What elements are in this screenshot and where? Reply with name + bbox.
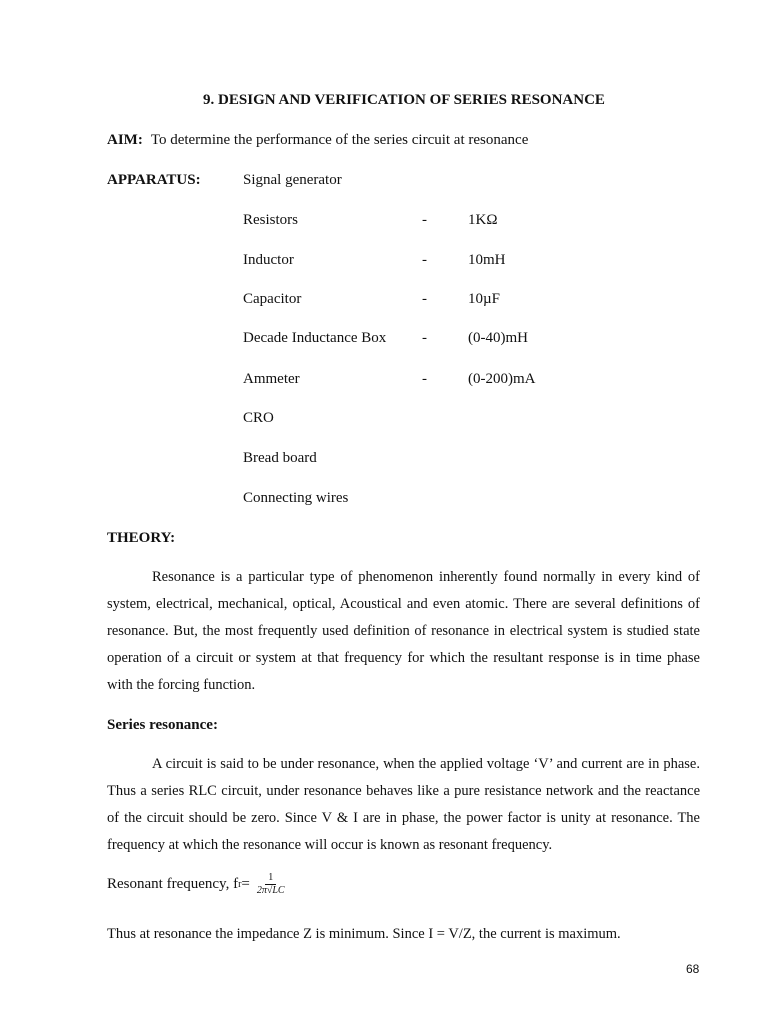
formula-label: Resonant frequency, f bbox=[107, 876, 239, 892]
series-resonance-text: A circuit is said to be under resonance, when the applied voltage ‘V’ and current are in phase. Thus a series RLC circuit, under resonance behaves like a pure resistance network and the reactance of the circuit should be zero. Since V & I are in phase, the power factor is unity at resonance. The frequency at which the resonance will occur is known as resonant frequency. bbox=[107, 756, 700, 853]
apparatus-dash: - bbox=[422, 330, 427, 346]
apparatus-item: Ammeter bbox=[243, 371, 300, 387]
theory-text: Resonance is a particular type of phenomenon inherently found normally in every kind of system, electrical, mechanical, optical, Acoustical and even atomic. There are several definitions of resonance. But, the most frequently used definition of resonance in electrical system is studied state operation of a circuit or system at that frequency for which the resultant response is in time phase with the forcing function. bbox=[107, 569, 700, 693]
apparatus-dash: - bbox=[422, 371, 427, 387]
apparatus-item: Signal generator bbox=[243, 172, 342, 188]
apparatus-value: 1KΩ bbox=[468, 212, 498, 228]
formula-denominator: 2π√LC bbox=[256, 885, 285, 896]
formula-subscript: r bbox=[238, 879, 242, 890]
apparatus-dash: - bbox=[422, 291, 427, 307]
formula-numerator: 1 bbox=[265, 872, 276, 885]
apparatus-item: Capacitor bbox=[243, 291, 302, 307]
aim-label: AIM: bbox=[107, 132, 143, 148]
apparatus-value: (0-200)mA bbox=[468, 371, 536, 387]
apparatus-item: Bread board bbox=[243, 450, 317, 466]
theory-paragraph bbox=[107, 564, 700, 699]
apparatus-item: CRO bbox=[243, 410, 274, 426]
page-title: 9. DESIGN AND VERIFICATION OF SERIES RESONANCE bbox=[203, 92, 605, 108]
theory-label: THEORY: bbox=[107, 530, 176, 546]
apparatus-label: APPARATUS: bbox=[107, 172, 201, 188]
apparatus-dash: - bbox=[422, 252, 427, 268]
formula-fraction bbox=[254, 872, 288, 897]
apparatus-item: Connecting wires bbox=[243, 490, 349, 506]
apparatus-value: (0-40)mH bbox=[468, 330, 528, 346]
page-number: 68 bbox=[686, 962, 700, 976]
apparatus-dash: - bbox=[422, 212, 427, 228]
series-resonance-paragraph bbox=[107, 751, 700, 859]
aim-text: To determine the performance of the series circuit at resonance bbox=[150, 132, 529, 148]
resonant-frequency-formula bbox=[107, 872, 288, 897]
apparatus-value: 10µF bbox=[468, 291, 500, 307]
aim-section bbox=[107, 132, 528, 149]
apparatus-item: Resistors bbox=[243, 212, 299, 228]
apparatus-item: Inductor bbox=[243, 252, 294, 268]
conclusion-text: Thus at resonance the impedance Z is minimum. Since I = V/Z, the current is maximum. bbox=[107, 926, 621, 942]
apparatus-value: 10mH bbox=[468, 252, 506, 268]
apparatus-item: Decade Inductance Box bbox=[243, 330, 387, 346]
series-resonance-label: Series resonance: bbox=[107, 717, 218, 733]
formula-equals: = bbox=[241, 876, 250, 892]
